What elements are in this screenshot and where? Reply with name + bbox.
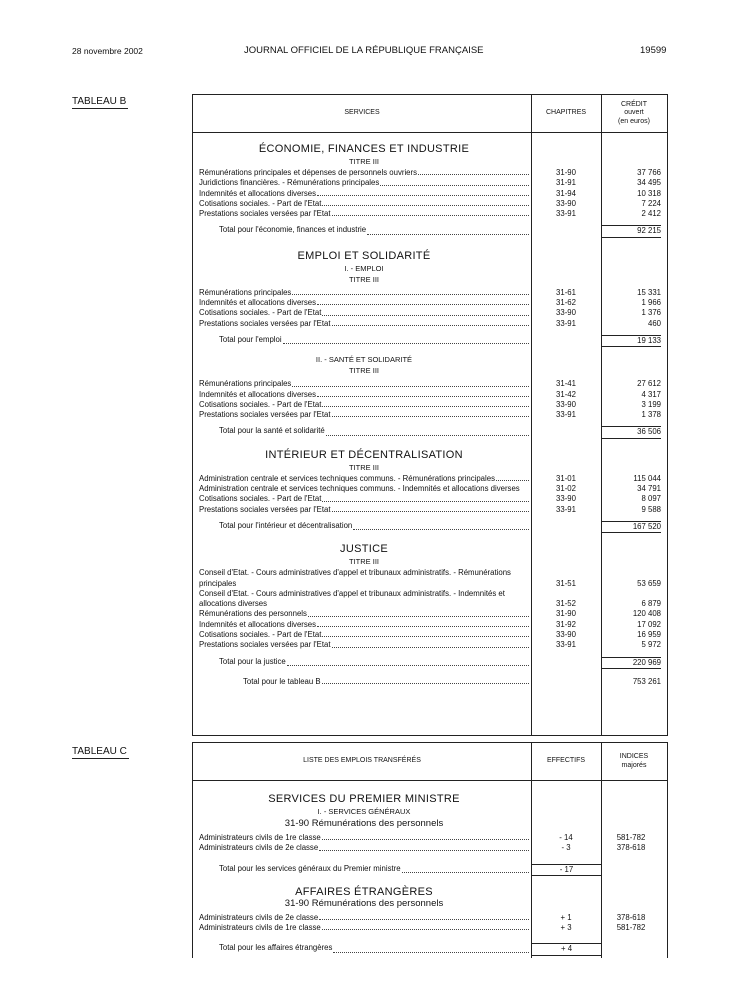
grand-total-row: Total pour le tableau B 753 261 [243,676,661,686]
section-title: EMPLOI ET SOLIDARITÉ [297,249,431,262]
titre-label: TITRE III [349,462,379,472]
section-title: AFFAIRES ÉTRANGÈRES [295,885,433,898]
total-row: Total pour les affaires étrangères + 4 [199,943,661,955]
section-title: INTÉRIEUR ET DÉCENTRALISATION [265,448,463,461]
tableau-c-header [193,743,667,781]
issue-date: 28 novembre 2002 [72,46,143,56]
chapter-title: 31-90 Rémunérations des personnels [284,897,444,909]
table-row: Cotisations sociales. - Part de l'Etat 33-90 7 224 [199,198,661,208]
total-row: Total pour la santé et solidarité 36 506 [199,426,661,438]
col-effectifs: EFFECTIFS [546,757,586,765]
table-row: Conseil d'Etat. - Cours administratives d'appel et tribunaux administratifs. - Indemnités et allocations diverses 31-52 6 879 [199,588,661,609]
table-row: Cotisations sociales. - Part de l'Etat 33-90 1 376 [199,308,661,318]
table-row: Prestations sociales versées par l'Etat 33-91 5 972 [199,640,661,650]
table-row: Rémunérations principales 31-61 15 331 [199,287,661,297]
col-indices: INDICES majorés [619,753,649,769]
table-row: Prestations sociales versées par l'Etat 33-91 9 588 [199,504,661,514]
journal-title: JOURNAL OFFICIEL DE LA RÉPUBLIQUE FRANÇAISE [244,45,484,56]
table-row: Prestations sociales versées par l'Etat 33-91 2 412 [199,209,661,219]
table-row: Rémunérations principales et dépenses de personnels ouvriers 31-90 37 766 [199,168,661,177]
titre-label: TITRE III [349,557,379,567]
titre-label: TITRE III [349,157,379,166]
ae-rows [199,913,661,934]
total-row: Total pour l'économie, finances et industrie 92 215 [199,225,661,237]
total-row: Total pour l'intérieur et décentralisation 167 520 [199,521,661,533]
jus-rows [199,609,661,650]
table-row: Prestations sociales versées par l'Etat 33-91 1 378 [199,410,661,420]
sante-rows [199,379,661,420]
col-liste: LISTE DES EMPLOIS TRANSFÉRÉS [303,757,421,765]
section-title: JUSTICE [340,543,388,556]
titre-label: TITRE III [349,274,379,284]
total-row: Total pour l'emploi 19 133 [199,335,661,347]
total-row: Total pour la justice 220 969 [199,657,661,669]
titre-label: TITRE III [349,366,379,376]
table-row: Indemnités et allocations diverses 31-94 10 318 [199,188,661,198]
subsection-title: I. - EMPLOI [344,263,384,273]
table-row: Administrateurs civils de 1re classe + 3 581-782 [199,923,646,933]
section-title: ÉCONOMIE, FINANCES ET INDUSTRIE [258,143,470,155]
section-title: SERVICES DU PREMIER MINISTRE [268,793,460,805]
eco-rows [199,168,661,219]
table-row: Indemnités et allocations diverses 31-42 4 317 [199,389,661,399]
tableau-b-tag: TABLEAU B [72,96,127,107]
spm-rows [199,833,661,854]
table-row: Prestations sociales versées par l'Etat 33-91 460 [199,318,661,328]
table-row: Administrateurs civils de 2e classe + 1 378-618 [199,912,646,922]
tableau-c [192,742,668,958]
table-row: Rémunérations des personnels 31-90 120 408 [199,609,661,619]
tableau-b [192,94,668,736]
table-row: Indemnités et allocations diverses 31-92 17 092 [199,619,661,629]
col-chapitres: CHAPITRES [545,109,587,117]
total-row: Total pour les services généraux du Premier ministre - 17 [199,864,661,876]
table-row: Administrateurs civils de 1re classe - 14 581-782 [199,833,646,842]
table-row: Conseil d'Etat. - Cours administratives d'appel et tribunaux administratifs. - Rémunérations principales 31-51 53 659 [199,568,661,588]
table-row: Administrateurs civils de 2e classe - 3 378-618 [199,843,646,853]
int-rows [199,494,661,515]
table-row: Administration centrale et services techniques communs. - Rémunérations principales 31-01 115 044 [199,473,661,483]
table-row: Indemnités et allocations diverses 31-62 1 966 [199,298,661,308]
table-row: Rémunérations principales 31-41 27 612 [199,379,661,389]
table-row: Juridictions financières. - Rémunérations principales 31-91 34 495 [199,178,661,188]
col-services: SERVICES [344,109,380,117]
table-row: Administration centrale et services techniques communs. - Indemnités et allocations diverses 31-02 34 791 [199,484,661,494]
table-row: Cotisations sociales. - Part de l'Etat 33-90 16 959 [199,630,661,640]
subsection-title: I. - SERVICES GÉNÉRAUX [317,807,411,816]
emp-rows [199,288,661,329]
chapter-title: 31-90 Rémunérations des personnels [284,818,444,829]
subsection-title: II. - SANTÉ ET SOLIDARITÉ [315,355,413,365]
tableau-b-header [193,95,667,133]
table-row: Cotisations sociales. - Part de l'Etat 33-90 8 097 [199,494,661,504]
tableau-c-tag: TABLEAU C [72,746,127,757]
table-row: Cotisations sociales. - Part de l'Etat 33-90 3 199 [199,399,661,409]
col-credit: CRÉDIT ouvert (en euros) [618,101,650,125]
page-number: 19599 [640,45,667,56]
